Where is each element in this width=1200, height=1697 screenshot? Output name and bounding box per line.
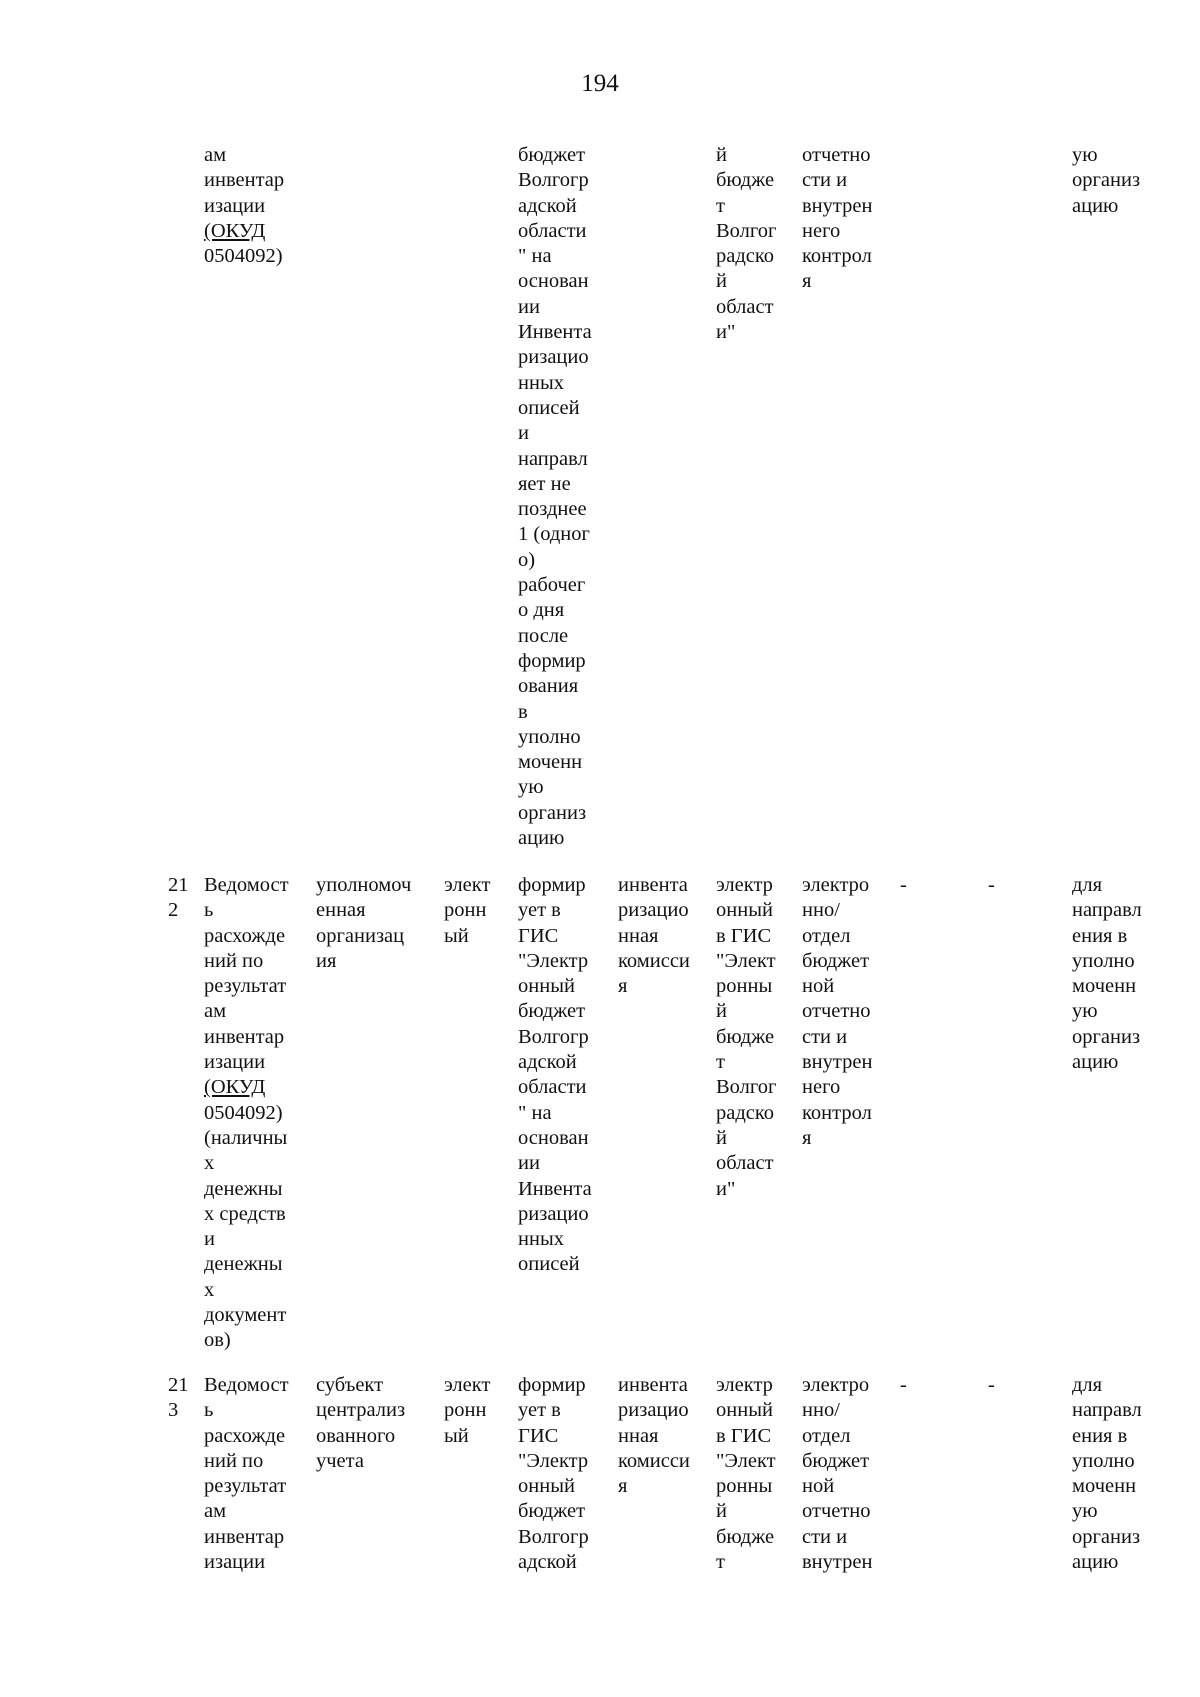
procedure: бюджет Волгогр адской области " на основан ии Инвента ризацио нных описей и направл яет не позднее 1 (одног о) рабочег о дня после формир ования в уполно моченн ую организ ацию <box>518 144 592 850</box>
purpose-note: для направл ения в уполно моченн ую организ ацию <box>1072 874 1142 1074</box>
row-number: 21 2 <box>168 874 189 922</box>
table-row-212 <box>168 873 1176 1373</box>
table-row-continuation <box>168 143 1176 873</box>
document-name <box>204 873 316 1373</box>
document-form <box>444 143 518 873</box>
table-row-213 <box>168 1373 1176 1583</box>
destination: отчетно сти и внутрен него контрол я <box>802 144 873 293</box>
row-number <box>168 143 204 873</box>
document-name <box>204 1373 316 1583</box>
okud-link[interactable]: (ОКУД <box>204 219 266 242</box>
page-number: 194 <box>581 70 619 97</box>
procedure: формир ует в ГИС "Электр онный бюджет Волгогр адской <box>518 1374 589 1574</box>
document-name <box>204 143 316 873</box>
purpose-note: для направл ения в уполно моченн ую организ ацию <box>1072 1374 1142 1574</box>
document-form: элект ронн ый <box>444 1374 491 1447</box>
row-number: 21 3 <box>168 1374 189 1422</box>
receiver: инвента ризацио нная комисси я <box>618 874 690 998</box>
purpose-note: ую организ ацию <box>1072 144 1141 217</box>
destination: электро нно/ отдел бюджет ной отчетно сти и внутрен <box>802 1374 873 1574</box>
document-table <box>168 143 1176 1583</box>
document-name-text: 0504092) <box>204 245 283 268</box>
responsible-party: субъект централиз ованного учета <box>316 1374 406 1472</box>
dash-cell <box>900 143 988 873</box>
document-name-text: 0504092) (наличны х денежны х средств и денежны х документ ов) <box>204 1101 288 1352</box>
transfer-medium: электр онный в ГИС "Элект ронны й бюдже т <box>716 1374 776 1574</box>
receiver: инвента ризацио нная комисси я <box>618 1374 690 1498</box>
transfer-medium: электр онный в ГИС "Элект ронны й бюдже т Волгог радско й област и" <box>716 874 777 1200</box>
dash-cell: - <box>988 874 995 896</box>
okud-link[interactable]: (ОКУД <box>204 1076 266 1099</box>
document-name-text: Ведомост ь расхожде ний по результат ам инвентар изации <box>204 874 289 1074</box>
dash-cell <box>988 143 1072 873</box>
responsible-party: уполномоч енная организац ия <box>316 874 412 972</box>
dash-cell: - <box>900 1374 907 1396</box>
dash-cell: - <box>988 1374 995 1396</box>
transfer-medium: й бюдже т Волгог радско й облаcт и" <box>716 144 777 344</box>
destination: электро нно/ отдел бюджет ной отчетно сти и внутрен него контрол я <box>802 874 873 1149</box>
document-name-text: Ведомост ь расхожде ний по результат ам инвентар изации <box>204 1374 289 1574</box>
responsible-party <box>316 143 444 873</box>
procedure: формир ует в ГИС "Электр онный бюджет Волгогр адской области " на основан ии Инвента ризацио нных описей <box>518 874 592 1276</box>
receiver <box>618 143 716 873</box>
document-name-text: ам инвентар изации <box>204 144 285 217</box>
dash-cell: - <box>900 874 907 896</box>
document-form: элект ронн ый <box>444 874 491 947</box>
